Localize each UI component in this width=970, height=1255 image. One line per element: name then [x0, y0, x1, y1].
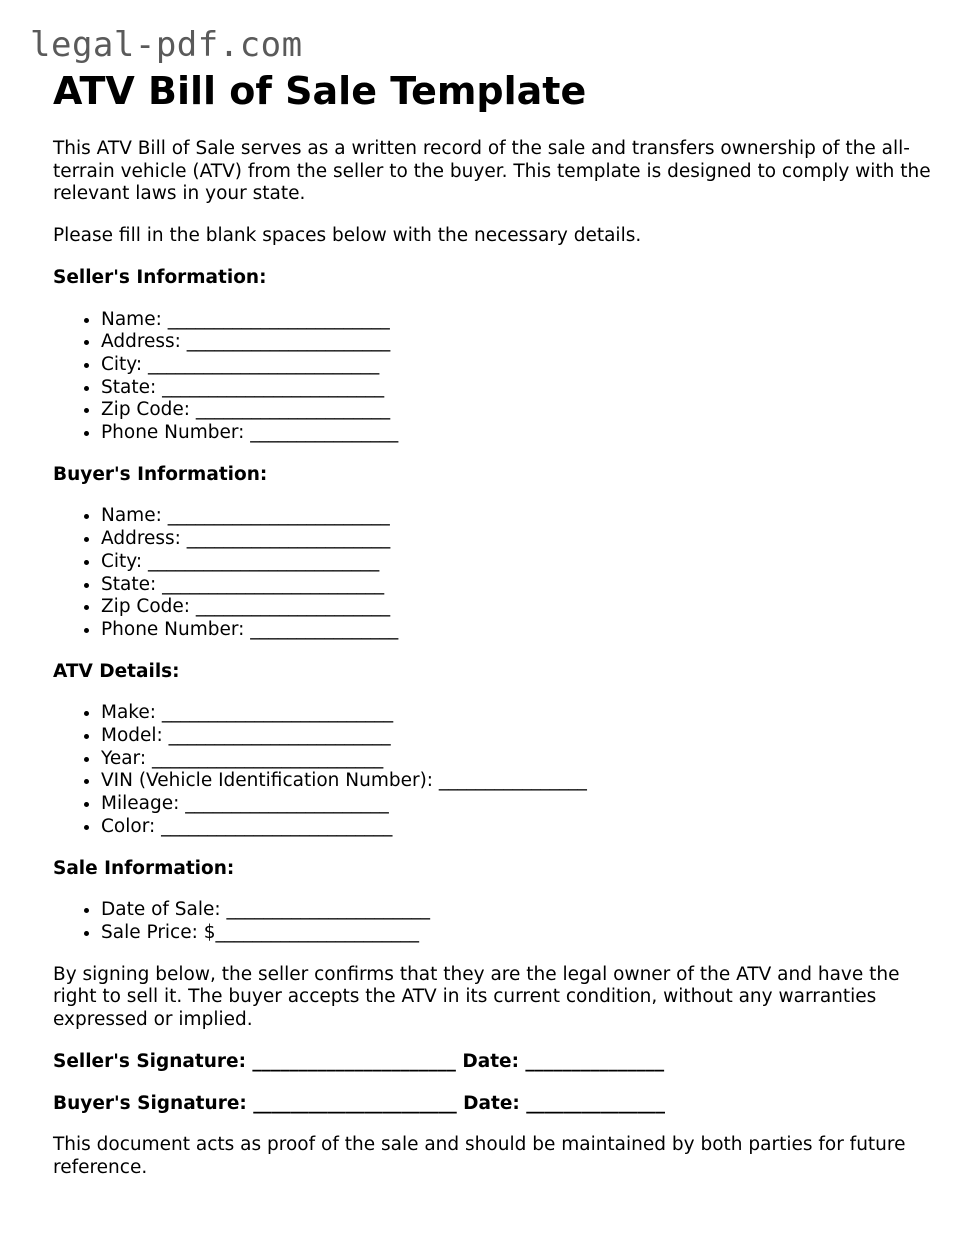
buyer-zip-field: • Zip Code: _____________________: [101, 596, 933, 619]
seller-section-heading: Seller's Information:: [53, 266, 267, 288]
seller-state-field: • State: ________________________: [101, 377, 933, 400]
seller-name-field: • Name: ________________________: [101, 309, 933, 332]
seller-fields-list: [53, 309, 933, 445]
atv-model-field: • Model: ________________________: [101, 725, 933, 748]
seller-phone-field: • Phone Number: ________________: [101, 422, 933, 445]
buyer-state-field: • State: ________________________: [101, 574, 933, 597]
buyer-signature-line: Buyer's Signature: ______________________ Date: _______________: [53, 1092, 665, 1114]
ownership-statement: By signing below, the seller confirms that they are the legal owner of the ATV and have the right to sell it. The buyer accepts the ATV in its current condition, without any warranties expressed or implied.: [53, 963, 900, 1031]
seller-city-field: • City: _________________________: [101, 354, 933, 377]
atv-vin-field: • VIN (Vehicle Identification Number): ________________: [101, 770, 933, 793]
sale-date-field: • Date of Sale: ______________________: [101, 899, 933, 922]
instruction-paragraph: Please fill in the blank spaces below with the necessary details.: [53, 225, 642, 247]
page-title: ATV Bill of Sale Template: [53, 69, 587, 113]
seller-zip-field: • Zip Code: _____________________: [101, 399, 933, 422]
buyer-fields-list: [53, 505, 933, 641]
buyer-section-heading: Buyer's Information:: [53, 463, 268, 485]
atv-section-heading: ATV Details:: [53, 660, 180, 682]
buyer-city-field: • City: _________________________: [101, 551, 933, 574]
atv-mileage-field: • Mileage: ______________________: [101, 793, 933, 816]
buyer-address-field: • Address: ______________________: [101, 528, 933, 551]
seller-address-field: • Address: ______________________: [101, 331, 933, 354]
atv-year-field: • Year: _________________________: [101, 748, 933, 771]
document-body: [53, 70, 933, 1199]
closing-paragraph: This document acts as proof of the sale and should be maintained by both parties for future reference.: [53, 1134, 906, 1178]
atv-color-field: • Color: _________________________: [101, 816, 933, 839]
sale-fields-list: [53, 899, 933, 944]
sale-section-heading: Sale Information:: [53, 857, 235, 879]
atv-fields-list: [53, 702, 933, 838]
buyer-name-field: • Name: ________________________: [101, 505, 933, 528]
intro-paragraph: This ATV Bill of Sale serves as a written record of the sale and transfers ownership of the all-terrain vehicle (ATV) from the seller to the buyer. This template is designed to comply with the relevant laws in your state.: [53, 138, 931, 205]
seller-signature-line: Seller's Signature: ______________________ Date: _______________: [53, 1050, 665, 1072]
buyer-phone-field: • Phone Number: ________________: [101, 619, 933, 642]
watermark-logo: legal-pdf.com: [30, 25, 303, 65]
sale-price-field: • Sale Price: $______________________: [101, 922, 933, 945]
atv-make-field: • Make: _________________________: [101, 702, 933, 725]
